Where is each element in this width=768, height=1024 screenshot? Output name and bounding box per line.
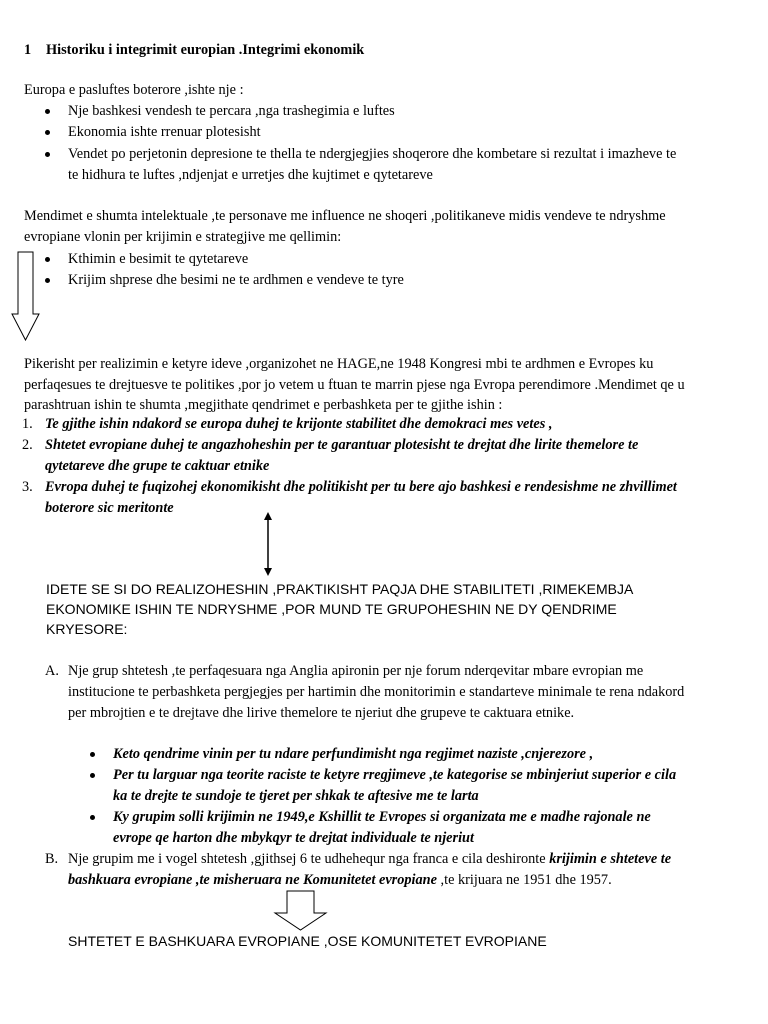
plain-text: Nje grupim me i vogel shtetesh ,gjithsej 6 te udhehequr nga franca e cila deshironte [68,851,550,867]
list-item: Nje bashkesi vendesh te percara ,nga trashegimia e luftes [68,103,395,119]
bullet-dot [45,152,50,157]
list-number: 3. [22,479,33,495]
numbered-item: Shtetet evropiane duhej te angazhoheshin per te garantuar plotesisht te drejtat dhe lirite themelore te [45,437,639,453]
bullet-dot [45,109,50,114]
list-number: 1. [22,416,33,432]
conclusion-heading: SHTETET E BASHKUARA EVROPIANE ,OSE KOMUNITETET EVROPIANE [68,933,547,949]
list-item: Ekonomia ishte rrenuar plotesisht [68,124,261,140]
paragraph-line [68,849,671,870]
list-item-continuation: ka te drejte te sundoje te tjeret per shkak te aftesive me te larta [113,788,479,804]
intro-text: Europa e pasluftes boterore ,ishte nje : [24,82,244,98]
paragraph-line: Mendimet e shumta intelektuale ,te personave me influence ne shoqeri ,politikaneve midis vendeve te ndryshme [24,208,666,224]
bullet-dot [90,815,95,820]
list-item: Per tu larguar nga teorite raciste te ketyre rregjimeve ,te kategorise se mbinjeriut superior e cila [113,767,677,783]
numbered-item-continuation: boterore sic meritonte [45,500,174,516]
paragraph-line: perfaqesues te drejtuesve te politikes ,por jo vetem u ftuan te marrin pjese nga Evropa perendimore .Mendimet qe u [24,377,685,393]
bullet-dot [45,130,50,135]
list-item-continuation: evrope qe harton dhe mbykqyr te drejtat individuale te njeriut [113,830,474,846]
paragraph-line: Nje grup shtetesh ,te perfaqesuara nga Anglia apironin per nje forum nderqevitar mbare evropian me [68,663,644,679]
numbered-item: Evropa duhej te fuqizohej ekonomikisht dhe politikisht per tu bere ajo bashkesi e rendesishme ne zhvillimet [45,479,677,495]
bullet-dot [45,278,50,283]
paragraph-line: Pikerisht per realizimin e ketyre ideve ,organizohet ne HAGE,ne 1948 Kongresi mbi te ardhmen e Evropes ku [24,356,654,372]
bullet-dot [90,752,95,757]
paragraph-line [68,870,612,891]
bullet-dot [90,773,95,778]
section-number: 1 [24,42,32,58]
emphasis-text: bashkuara evropiane ,te misheruara ne Komunitetet evropiane [68,872,437,888]
caps-heading-line: IDETE SE SI DO REALIZOHESHIN ,PRAKTIKISHT PAQJA DHE STABILITETI ,RIMEKEMBJA [46,581,634,597]
plain-text: ,te krijuara ne 1951 dhe 1957. [436,872,612,888]
down-arrow-icon [11,252,41,342]
list-item: Krijim shprese dhe besimi ne te ardhmen e vendeve te tyre [68,272,404,288]
paragraph-line: evropiane vlonin per krijimin e strategjive me qellimin: [24,229,342,245]
paragraph-line: per mbrojtien e te drejtave dhe lirive themelore te njeriut dhe grupeve te caktuara etnike. [68,705,575,721]
list-item: Ky grupim solli krijimin ne 1949,e Kshillit te Evropes si organizata me e madhe rajonale ne [113,809,651,825]
list-letter: B. [45,851,59,867]
page-title: Historiku i integrimit europian .Integrimi ekonomik [46,42,365,58]
numbered-item: Te gjithe ishin ndakord se europa duhej te krijonte stabilitet dhe demokraci mes vetes , [45,416,553,432]
list-item-continuation: te hidhura te luftes ,ndjenjat e urretjes dhe kujtimet e qytetareve [68,167,433,183]
bullet-dot [45,257,50,262]
caps-heading-line: KRYESORE: [46,621,128,637]
paragraph-line: institucione te perbashketa pergjegjes per hartimin dhe monitorimin e standarteve minimale te rena ndakord [68,684,685,700]
paragraph-line: parashtruan ishin te shumta ,megjithate qendrimet e perbashketa per te gjithe ishin : [24,397,503,413]
list-number: 2. [22,437,33,453]
emphasis-text: krijimin e shteteve te [549,851,672,867]
numbered-item-continuation: qytetareve dhe grupe te caktuar etnike [45,458,270,474]
list-letter: A. [45,663,59,679]
double-arrow-icon [261,512,275,576]
list-item: Keto qendrime vinin per tu ndare perfundimisht nga regjimet naziste ,cnjerezore , [113,746,594,762]
list-item: Kthimin e besimit te qytetareve [68,251,249,267]
down-arrow-icon [274,891,328,931]
list-item: Vendet po perjetonin depresione te thella te ndergjegjies shoqerore dhe kombetare si rezultat i imazheve te [68,146,677,162]
caps-heading-line: EKONOMIKE ISHIN TE NDRYSHME ,POR MUND TE GRUPOHESHIN NE DY QENDRIME [46,601,617,617]
